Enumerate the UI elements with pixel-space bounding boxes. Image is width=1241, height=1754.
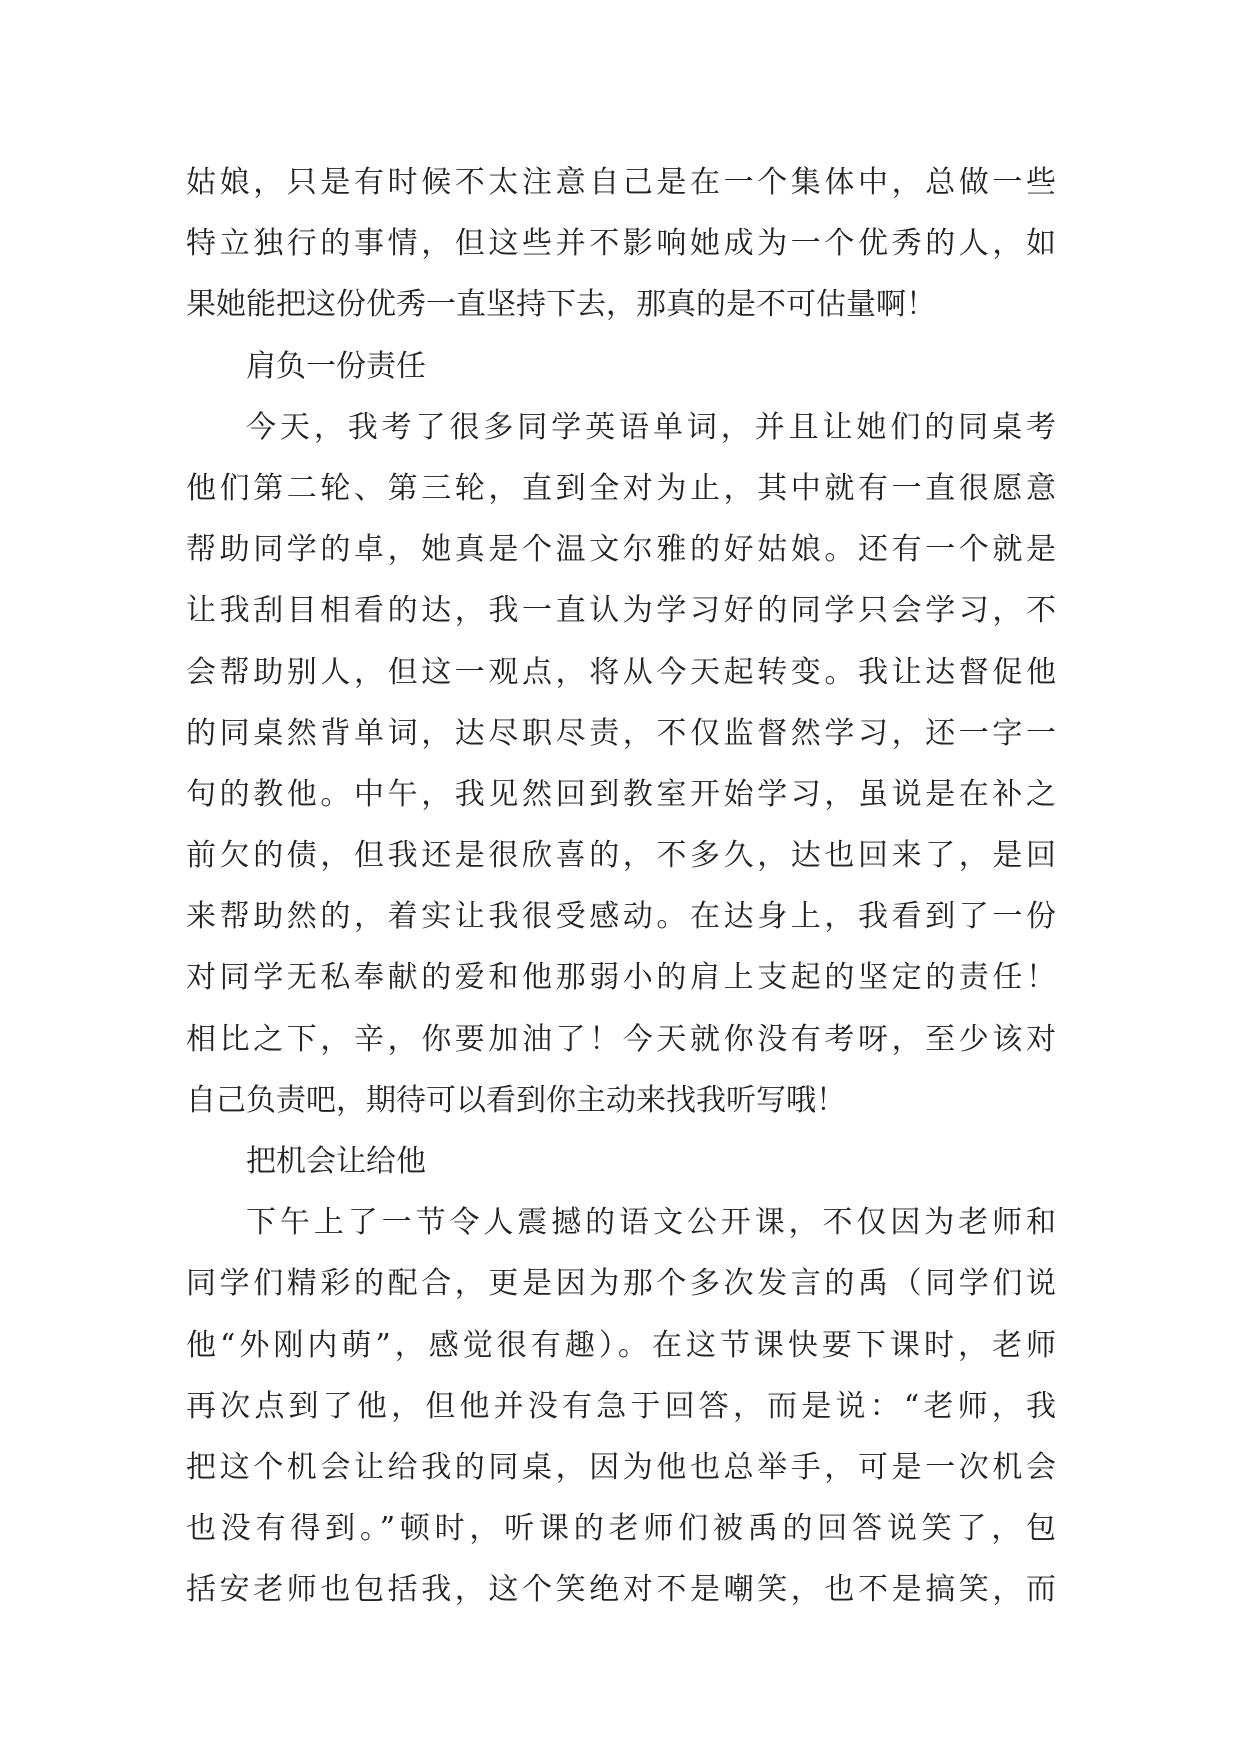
section-heading: 把机会让给他 <box>246 1144 426 1179</box>
paragraph-line: 相比之下，辛，你要加油了！今天就你没有考呀，至少该对 <box>186 1021 1056 1057</box>
paragraph-line: 姑娘，只是有时候不太注意自己是在一个集体中，总做一些 <box>186 165 1056 200</box>
paragraph-line: 帮助同学的卓，她真是个温文尔雅的好姑娘。还有一个就是 <box>186 532 1056 568</box>
paragraph-line: 也没有得到。”顿时，听课的老师们被禹的回答说笑了，包 <box>186 1511 1056 1547</box>
paragraph-line: 下午上了一节令人震撼的语文公开课，不仅因为老师和 <box>246 1205 1056 1241</box>
paragraph-line: 自己负责吧，期待可以看到你主动来找我听写哦！ <box>186 1082 846 1118</box>
document-body <box>186 152 1056 1621</box>
paragraph-line: 今天，我考了很多同学英语单词，并且让她们的同桌考 <box>246 409 1056 445</box>
paragraph-line: 让我刮目相看的达，我一直认为学习好的同学只会学习，不 <box>186 593 1056 629</box>
paragraph-line: 括安老师也包括我，这个笑绝对不是嘲笑，也不是搞笑，而 <box>186 1572 1056 1608</box>
paragraph-line: 同学们精彩的配合，更是因为那个多次发言的禹（同学们说 <box>186 1266 1056 1302</box>
paragraph-line: 前欠的债，但我还是很欣喜的，不多久，达也回来了，是回 <box>186 838 1056 874</box>
paragraph-line: 特立独行的事情，但这些并不影响她成为一个优秀的人，如 <box>186 226 1056 262</box>
paragraph-line: 来帮助然的，着实让我很受感动。在达身上，我看到了一份 <box>186 899 1056 935</box>
paragraph-line: 把这个机会让给我的同桌，因为他也总举手，可是一次机会 <box>186 1449 1056 1485</box>
paragraph-line: 会帮助别人，但这一观点，将从今天起转变。我让达督促他 <box>186 654 1056 690</box>
section-heading: 肩负一份责任 <box>246 348 426 384</box>
paragraph-line: 他“外刚内萌”，感觉很有趣）。在这节课快要下课时，老师 <box>186 1327 1056 1363</box>
paragraph-line: 再次点到了他，但他并没有急于回答，而是说：“老师，我 <box>186 1388 1056 1424</box>
paragraph-line: 果她能把这份优秀一直坚持下去，那真的是不可估量啊！ <box>186 287 936 323</box>
paragraph-line: 对同学无私奉献的爱和他那弱小的肩上支起的坚定的责任！ <box>186 960 1056 996</box>
paragraph-line: 句的教他。中午，我见然回到教室开始学习，虽说是在补之 <box>186 776 1056 812</box>
paragraph-line: 他们第二轮、第三轮，直到全对为止，其中就有一直很愿意 <box>186 470 1056 506</box>
paragraph-line: 的同桌然背单词，达尽职尽责，不仅监督然学习，还一字一 <box>186 715 1056 751</box>
